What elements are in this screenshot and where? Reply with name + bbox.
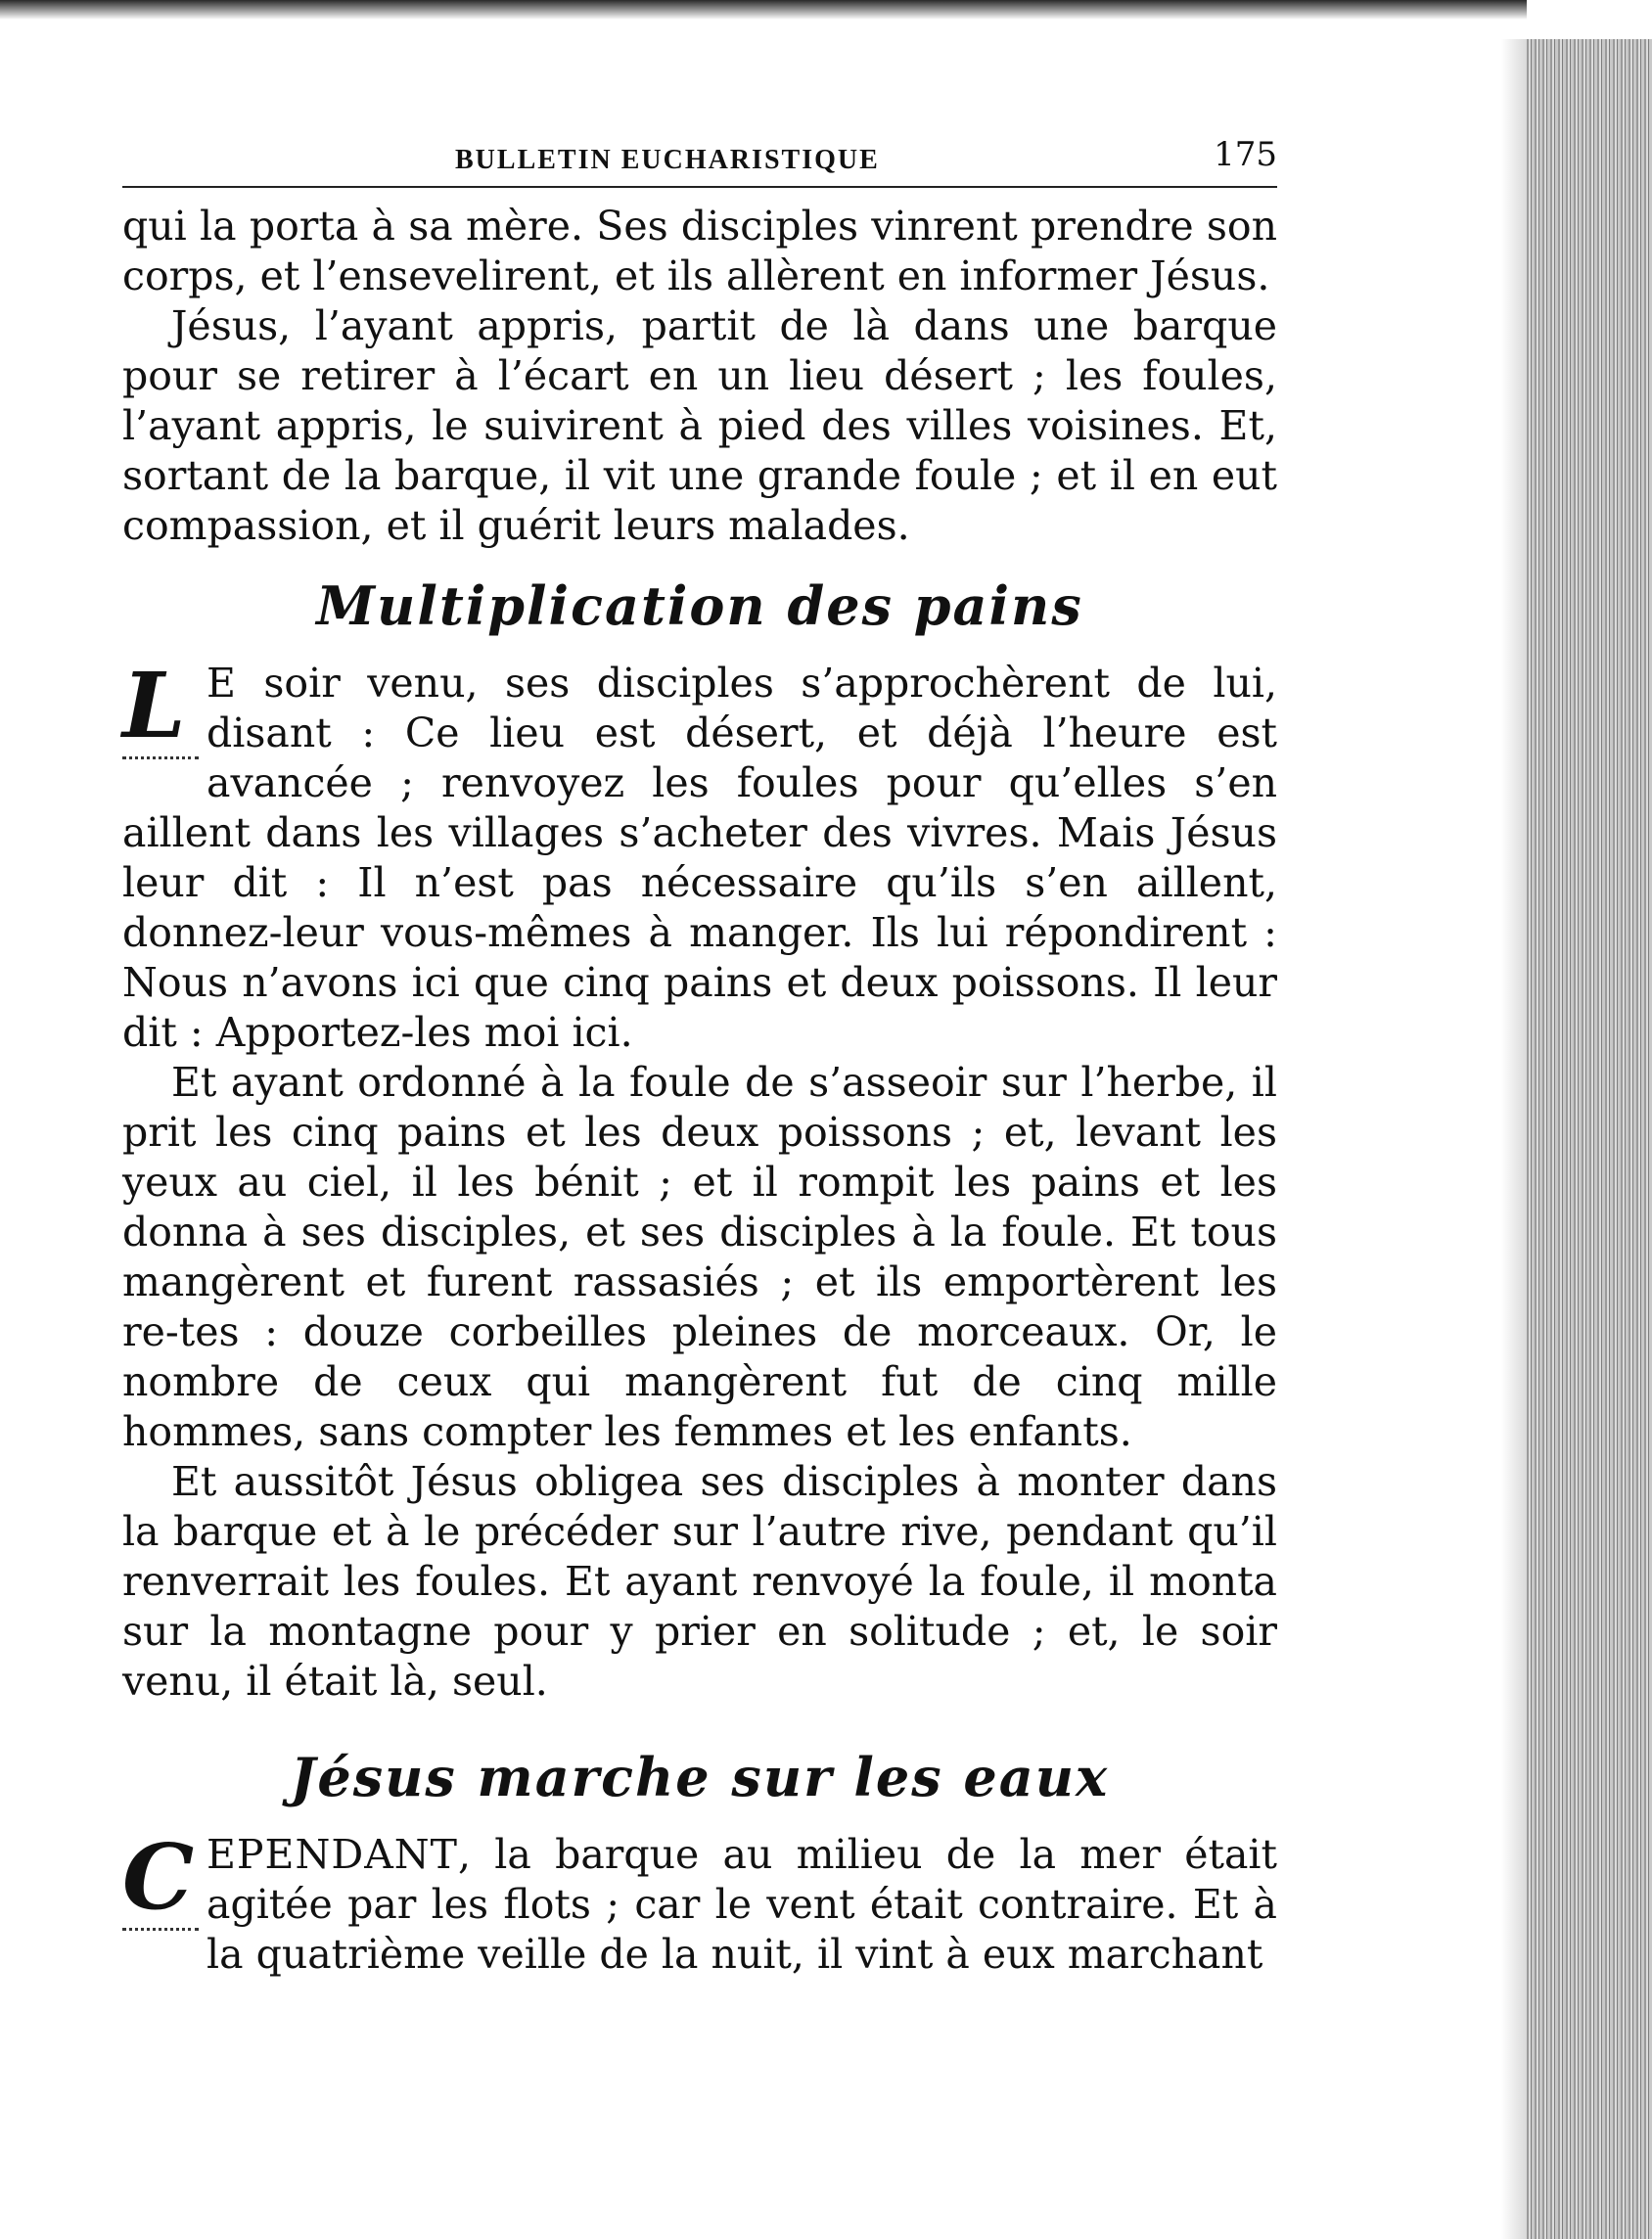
book-gutter-shadow bbox=[1501, 39, 1527, 2239]
running-title: BULLETIN EUCHARISTIQUE bbox=[455, 145, 880, 175]
paragraph: Et ayant ordonné à la foule de s’asseoir sur l’herbe, il prit les cinq pains et les deux poissons ; et, levant les yeux au ciel, il les bénit ; et il rompit les pains et les donna à ses disciples, et ses disciples à la foule. Et tous mangèrent et furent rassasiés ; et ils emportèrent les re-tes : douze corbeilles pleines de morceaux. Or, le nombre de ceux qui mangèrent fut de cinq mille hommes, sans compter les femmes et les enfants. bbox=[122, 1059, 1277, 1455]
lead-letters: E bbox=[206, 660, 237, 707]
section-multiplication bbox=[122, 653, 1277, 1707]
dropcap-paragraph bbox=[122, 653, 1277, 1058]
page-number: 175 bbox=[1214, 135, 1277, 174]
scan-top-edge bbox=[0, 0, 1527, 20]
section-title-multiplication: Multiplication des pains bbox=[316, 574, 1083, 637]
dropcap-paragraph bbox=[122, 1824, 1277, 1980]
paragraph-text: , la barque au milieu de la mer était agitée par les flots ; car le vent était contraire. Et à la quatrième veille de la nuit, il vint à eux marchant bbox=[206, 1831, 1277, 1978]
paragraph: Et aussitôt Jésus obligea ses disciples à monter dans la barque et à le précéder sur l’autre rive, pendant qu’il renverrait les foules. Et ayant renvoyé la foule, il monta sur la montagne pour y prier en solitude ; et, le soir venu, il était là, seul. bbox=[122, 1458, 1277, 1705]
paragraph-text: soir venu, ses disciples s’approchèrent de lui, disant : Ce lieu est désert, et déjà l’heure est avancée ; renvoyez les foules pour qu’elles s’en aillent dans les villages s’acheter des vivres. Mais Jésus leur dit : Il n’est pas nécessaire qu’ils s’en aillent, donnez-leur vous-mêmes à manger. Ils lui répondirent : Nous n’avons ici que cinq pains et deux poissons. Il leur dit : Apportez-les moi ici. bbox=[122, 660, 1277, 1056]
section-walks-on-water bbox=[122, 1824, 1277, 1980]
book-page-edges bbox=[1527, 39, 1652, 2239]
running-head bbox=[122, 117, 1277, 188]
paragraph: Jésus, l’ayant appris, partit de là dans une barque pour se retirer à l’écart en un lieu désert ; les foules, l’ayant appris, le suivirent à pied des villes voisines. Et, sortant de la barque, il vit une grande foule ; et il en eut compassion, et il guérit leurs malades. bbox=[122, 302, 1277, 549]
drop-cap-letter: C bbox=[122, 1834, 199, 1931]
intro-text bbox=[122, 202, 1277, 551]
paragraph: qui la porta à sa mère. Ses disciples vinrent prendre son corps, et l’ensevelirent, et ils allèrent en informer Jésus. bbox=[122, 203, 1277, 299]
section-title-walks-on-water: Jésus marche sur les eaux bbox=[290, 1746, 1110, 1808]
book-page bbox=[122, 117, 1277, 1980]
drop-cap-letter: L bbox=[122, 663, 199, 759]
lead-letters: EPENDANT bbox=[206, 1831, 459, 1878]
